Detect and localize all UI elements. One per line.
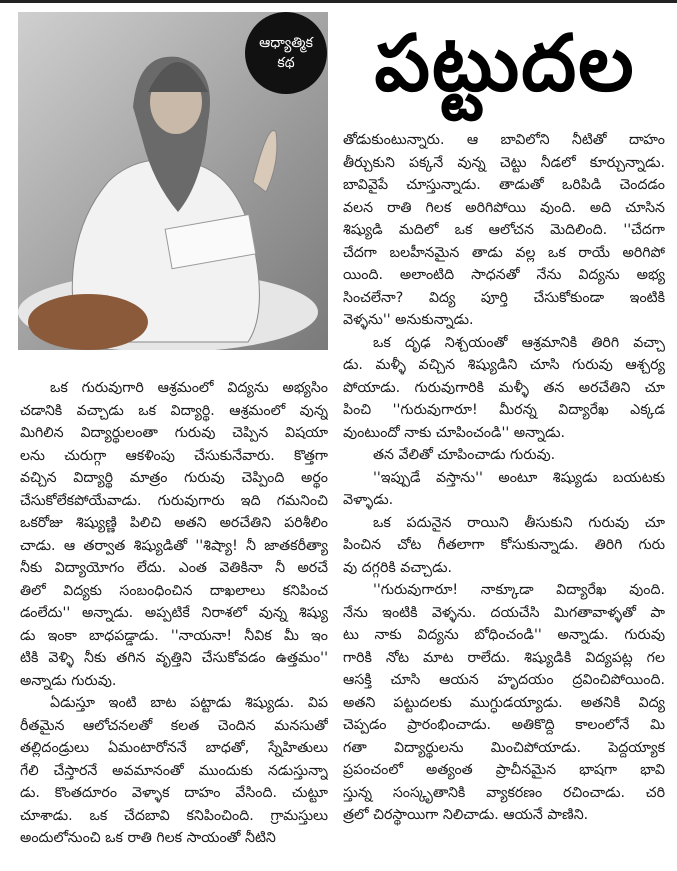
text-line: సించలేనా? విద్య పూర్తి చేసుకోకుండా ఇంటికి — [343, 289, 665, 306]
text-line: చడానికి వచ్చాడు ఒక విద్యార్థి. ఆశ్రమంలో వున్న — [20, 402, 328, 419]
text-line: పోయాడు. గురువుగారికి మళ్ళీ తన అరచేతిని చూ — [343, 379, 665, 396]
top-rule — [0, 0, 677, 3]
text-line: లను చురుగ్గా ఆకళింపు చేసుకునేవారు. కొత్తగా — [20, 447, 328, 464]
text-line: వెళ్ళను'' అనుకున్నాడు. — [343, 312, 474, 328]
text-line: నేను ఇంటికి వెళ్ళను. దయచేసి మిగతావాళ్ళతో పా — [343, 604, 665, 621]
text-line: తీర్చుకుని పక్కనే వున్న చెట్టు నీడలో కూర్చున్నాడు. — [343, 154, 665, 171]
text-line: తిలో విద్యకు సంబంధించిన దాఖలాలు కనిపించ — [20, 582, 328, 599]
text-line: తన వేలితో చూపించాడు గురువు. — [373, 447, 556, 463]
article-column-left — [20, 377, 328, 850]
paragraph — [343, 129, 665, 332]
text-line: తల్లిదండ్రులు ఏమంటారోననే బాధతో, స్నేహితులు — [20, 740, 328, 756]
text-line: చాడు. ఆ తర్వాత శిష్యుడితో ''శిష్యా! నీ జాతకరీత్యా — [20, 537, 328, 554]
text-line: బావివైపే చూస్తున్నాడు. తాడుతో ఒరిపిడి చెందడం — [343, 177, 665, 193]
text-line: డు. మళ్ళీ వచ్చిన శిష్యుడిని చూసి గురువు ఆశ్చర్య — [343, 357, 665, 373]
text-line: టు నాకు విద్యను బోధించండి'' అన్నాడు. గురువు — [343, 627, 665, 643]
text-line: మిగిలిన విద్యార్థులంతా గురువు చెప్పిన విషయా — [20, 425, 328, 441]
text-line: గతా విద్యార్థులను మించిపోయాడు. పెద్దయ్యాక — [343, 739, 665, 756]
text-line: చేసుకోలేకపోయేవాడు. గురువుగారు ఇది గమనించి — [20, 492, 328, 509]
paragraph — [343, 444, 665, 467]
article-column-right — [343, 129, 665, 827]
text-line: ''ఇప్పుడే వస్తాను'' అంటూ శిష్యుడు బయటకు — [373, 469, 665, 486]
text-line: ఒక గురువుగారి ఆశ్రమంలో విద్యను అభ్యసిం — [50, 380, 328, 396]
text-line: డు ఇంకా బాధపడ్డాడు. ''నాయనా! నీవిక మీ ఇం — [20, 627, 328, 644]
text-line: వలన రాతి గిలక అరిగిపోయి వుంది. అది చూసిన — [343, 199, 665, 216]
text-line: యింది. అలాంటిది సాధనతో నేను విద్యను అభ్య — [343, 267, 665, 283]
text-line: నీకు విద్యాయోగం లేదు. ఎంత వెతికినా నీ అరచే — [20, 560, 328, 576]
text-line: చూశాడు. ఒక చేదబావి కనిపించింది. గ్రామస్తులు — [20, 807, 328, 824]
text-line: ఒకరోజు శిష్యుణ్ణి పిలిచి అతని అరచేతిని పరిశీలిం — [20, 515, 328, 531]
text-line: పించి ''గురువుగారూ! మీరన్న విద్యారేఖ ఎక్కడ — [343, 402, 665, 418]
text-line: ''గురువుగారూ! నాక్కూడా విద్యారేఖ వుంది. — [373, 582, 665, 598]
paragraph — [343, 579, 665, 827]
text-line: వుంటుందో నాకు చూపించండి'' అన్నాడు. — [343, 424, 566, 441]
text-line: గారికి నోట మాట రాలేదు. శిష్యుడికి విద్యపట్ల గల — [343, 649, 665, 666]
paragraph — [343, 512, 665, 580]
text-line: ఏడుస్తూ ఇంటి బాట పట్టాడు శిష్యుడు. విప — [50, 695, 328, 711]
text-line: ఆసక్తి చూసి ఆయన హృదయం ద్రవించిపోయింది. — [343, 672, 665, 688]
text-line: వచ్చిన విద్యార్థి మాత్రం గురువు చెప్పింది అర్థం — [20, 470, 328, 486]
text-line: చేదగా బలహీనమైన తాడు వల్ల ఒక రాయే అరిగిపో — [343, 244, 665, 261]
article-title: పట్టుదల — [374, 19, 636, 109]
text-line: అతని పట్టుదలకు ముగ్ధుడయ్యాడు. అతనికి విద్య — [343, 694, 665, 711]
text-line: ఒక పదునైన రాయిని తీసుకుని గురువు చూ — [373, 514, 665, 531]
text-line: చెప్పడం ప్రారంభించాడు. అతికొద్ది కాలంలోనే మి — [343, 717, 665, 733]
text-line: వెళ్ళాడు. — [343, 492, 394, 508]
text-line: గేలి చేస్తారనే అవమానంతో ముందుకు నడుస్తున్నా — [20, 762, 328, 779]
text-line: అందులోనుంచి ఒక రాతి గిలక సాయంతో నీటిని — [20, 830, 276, 846]
paragraph — [20, 377, 328, 692]
text-line: వు దగ్గరికి వచ్చాడు. — [343, 559, 452, 576]
badge-line-2: కథ — [277, 55, 295, 71]
category-badge — [245, 12, 327, 94]
text-line: టికి వెళ్ళి నీకు తగిన వృత్తిని చేసుకోవడం ఉత్తమం'' — [20, 650, 328, 666]
text-line: డు. కొంతదూరం వెళ్ళాక దాహం వేసింది. చుట్టూ — [20, 785, 328, 801]
text-line: పించిన చోట గీతలాగా కోసుకున్నాడు. తిరిగి గురు — [343, 537, 665, 553]
text-line: స్తున్న సంస్కృతానికి వ్యాకరణం రచించాడు. చరి — [343, 784, 665, 801]
text-line: ప్రపంచంలో అత్యంత ప్రాచీనమైన భాషగా భావి — [343, 762, 665, 778]
text-line: ఒక దృఢ నిశ్చయంతో ఆశ్రమానికి తిరిగి వచ్చా — [373, 334, 665, 351]
text-line: త్రలో చిరస్థాయిగా నిలిచాడు. ఆయనే పాణిని. — [343, 807, 589, 823]
text-line: తోడుకుంటున్నారు. ఆ బావిలోని నీటితో దాహం — [343, 132, 665, 148]
text-line: డంలేదు'' అన్నాడు. అప్పటికే నిరాశలో వున్న శిష్యు — [20, 605, 328, 621]
paragraph — [343, 467, 665, 512]
text-line: శిష్యుడి మదిలో ఒక ఆలోచన మెదిలింది. ''చేదగా — [343, 222, 665, 238]
badge-line-1: ఆధ్యాత్మిక — [259, 35, 313, 51]
paragraph — [343, 332, 665, 445]
text-line: అన్నాడు గురువు. — [20, 672, 117, 689]
text-line: రీతమైన ఆలోచనలతో కలత చెందిన మనసుతో — [20, 717, 328, 734]
paragraph — [20, 692, 328, 850]
